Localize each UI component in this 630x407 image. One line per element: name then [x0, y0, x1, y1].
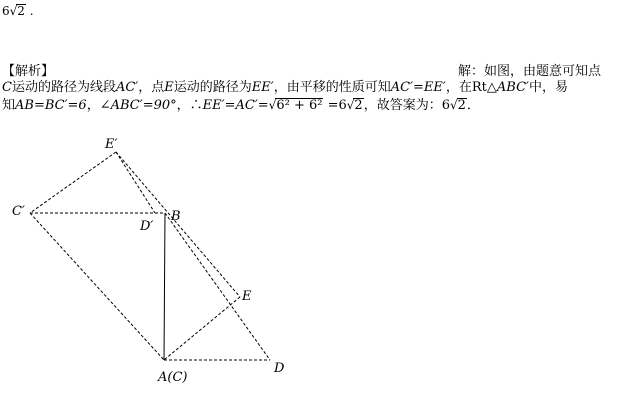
text-segment: ． — [466, 98, 480, 113]
triangle-abc-prime: ABC′ — [496, 80, 529, 95]
segment-e-prime-e — [116, 152, 240, 297]
point-e: E — [164, 80, 174, 95]
segment-ee-prime: EE′ — [251, 80, 274, 95]
angle-abc-prime: ABC′=90° — [110, 98, 177, 113]
equation-ab-bc: AB=BC′=6 — [15, 98, 87, 113]
text-segment: 知 — [2, 98, 16, 113]
text-segment: 中，易 — [528, 80, 568, 95]
segment-e-prime-c-prime — [30, 152, 116, 213]
solution-intro: 解：如图，由题意可知点 — [458, 64, 602, 79]
sqrt-sign: √ — [268, 98, 277, 112]
answer-radicand: 2 — [17, 4, 25, 18]
text-segment: ，故答案为：6 — [363, 98, 450, 113]
label-d-prime: D′ — [140, 219, 154, 234]
radicand-sum: 6² + 6² — [276, 98, 323, 113]
answer-dot: . — [29, 4, 34, 18]
radicand-2-final: 2 — [457, 98, 466, 113]
text-segment: ，∠ — [86, 98, 111, 113]
equation-ee-ac: EE′=AC′= — [202, 98, 269, 113]
sqrt-sign: √ — [346, 98, 355, 112]
text-segment: ，点 — [138, 80, 165, 95]
label-c-prime: C′ — [12, 204, 25, 219]
text-segment: 运动的路径为线段 — [11, 80, 116, 95]
text-segment: 运动的路径为 — [173, 80, 252, 95]
label-a-c: A(C) — [158, 370, 188, 385]
text-segment: ，由平移的性质可知 — [273, 80, 391, 95]
sqrt-sign: √ — [9, 4, 18, 18]
sqrt-sign: √ — [449, 98, 458, 112]
text-segment: ，∴ — [176, 98, 203, 113]
text-segment: ，在Rt△ — [445, 80, 497, 95]
analysis-heading: 【解析】 — [2, 64, 55, 79]
segment-b-d — [165, 213, 270, 360]
segment-a-b — [164, 213, 165, 360]
radicand-2: 2 — [354, 98, 363, 113]
equation-ac-ee: AC′=EE′ — [390, 80, 446, 95]
label-b: B — [171, 209, 181, 224]
answer-coefficient: 6 — [2, 4, 10, 18]
segment-ac-prime: AC′ — [115, 80, 139, 95]
point-c: C — [2, 80, 12, 95]
label-e-prime: E′ — [105, 137, 118, 152]
text-segment: =6 — [323, 98, 347, 113]
segment-e-a — [164, 297, 240, 360]
label-e: E — [242, 289, 252, 304]
segment-e-prime-d-prime — [116, 152, 155, 213]
label-d: D — [274, 361, 285, 376]
segment-c-prime-a — [30, 213, 164, 360]
